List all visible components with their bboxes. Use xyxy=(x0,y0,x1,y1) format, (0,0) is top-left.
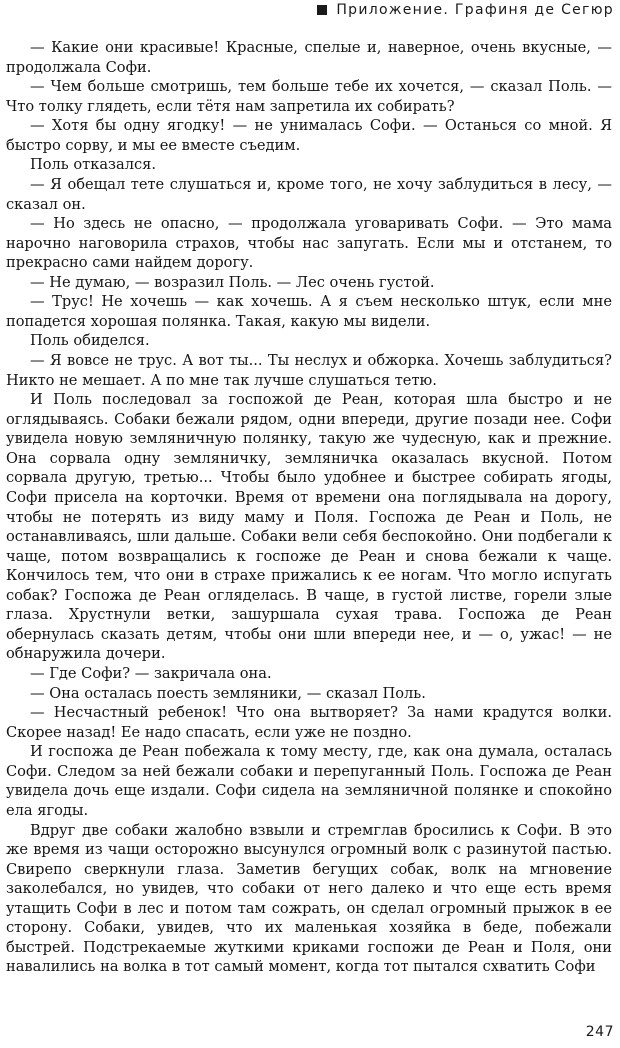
page-number: 247 xyxy=(585,1024,614,1040)
running-title: Приложение. Графиня де Сегюр xyxy=(336,2,614,18)
paragraph: — Несчастный ребенок! Что она вытворяет? За нами крадутся волки. Скорее назад! Ее надо спасать, если уже не поздно. xyxy=(6,704,612,741)
running-header xyxy=(317,2,614,18)
paragraph: — Но здесь не опасно, — продолжала уговаривать Софи. — Это мама нарочно наговорила страхов, чтобы нас запугать. Если мы и отстанем, то прекрасно сами найдем дорогу. xyxy=(6,215,612,272)
paragraph: — Какие они красивые! Красные, спелые и, наверное, очень вкусные, — продолжала Софи. xyxy=(6,39,612,76)
page-body-text xyxy=(6,38,612,977)
paragraph: — Чем больше смотришь, тем больше тебе их хочется, — сказал Поль. — Что толку глядеть, если тётя нам запретила их собирать? xyxy=(6,78,612,115)
paragraph: — Я вовсе не трус. А вот ты... Ты неслух и обжорка. Хочешь заблудиться? Никто не мешает. А по мне так лучше слушаться тетю. xyxy=(6,352,612,389)
square-bullet-icon xyxy=(317,5,327,15)
paragraph: — Где Софи? — закричала она. xyxy=(30,665,272,682)
paragraph: Поль обиделся. xyxy=(30,332,150,350)
paragraph: — Трус! Не хочешь — как хочешь. А я съем несколько штук, если мне попадется хорошая полянка. Такая, какую мы видели. xyxy=(6,293,612,330)
paragraph: — Хотя бы одну ягодку! — не унималась Софи. — Останься со мной. Я быстро сорву, и мы ее вместе съедим. xyxy=(6,117,612,154)
paragraph: Вдруг две собаки жалобно взвыли и стремглав бросились к Софи. В это же время из чащи осторожно высунулся огромный волк с разинутой пастью. Свирепо сверкнули глаза. Заметив бегущих собак, волк на мгновение заколебался, но увидев, что собаки от него далеко и что еще есть время утащить Софи в лес и потом там сожрать, он сделал огромный прыжок в ее сторону. Собаки, увидев, что их маленькая хозяйка в беде, побежали быстрей. Подстрекаемые жуткими криками госпожи де Реан и Поля, они навалились на волка в тот самый момент, когда тот пытался схватить Софи xyxy=(6,821,612,976)
paragraph: — Она осталась поесть земляники, — сказал Поль. xyxy=(30,684,426,702)
paragraph: — Не думаю, — возразил Поль. — Лес очень густой. xyxy=(30,273,435,291)
paragraph: И Поль последовал за госпожой де Реан, которая шла быстро и не оглядываясь. Собаки бежали рядом, одни впереди, другие позади нее. Софи увидела новую земляничную полянку, такую же чудесную, как и прежние. Она сорвала одну земляничку, земляничка оказалась вкусной. Потом сорвала другую, третью... Чтобы было удобнее и быстрее собирать ягоды, Софи присела на корточки. Время от времени она поглядывала на дорогу, чтобы не потерять из виду маму и Поля. Госпожа де Реан и Поль, не останавливаясь, шли дальше. Собаки вели себя беспокойно. Они подбегали к чаще, потом возвращались к госпоже де Реан и снова бежали к чаще. Кончилось тем, что они в страхе прижались к ее ногам. Что могло испугать собак? Госпожа де Реан огляделась. В чаще, в густой листве, горели злые глаза. Хрустнули ветки, зашуршала сухая трава. Госпожа де Реан обернулась сказать детям, чтобы они шли впереди нее, и — о, ужас! — не обнаружила дочери. xyxy=(6,391,612,663)
paragraph: Поль отказался. xyxy=(30,156,156,174)
paragraph: И госпожа де Реан побежала к тому месту, где, как она думала, осталась Софи. Следом за ней бежали собаки и перепуганный Поль. Госпожа де Реан увидела дочь еще издали. Софи сидела на земляничной полянке и спокойно ела ягоды. xyxy=(6,743,612,819)
paragraph: — Я обещал тете слушаться и, кроме того, не хочу заблудиться в лесу, — сказал он. xyxy=(6,175,612,213)
